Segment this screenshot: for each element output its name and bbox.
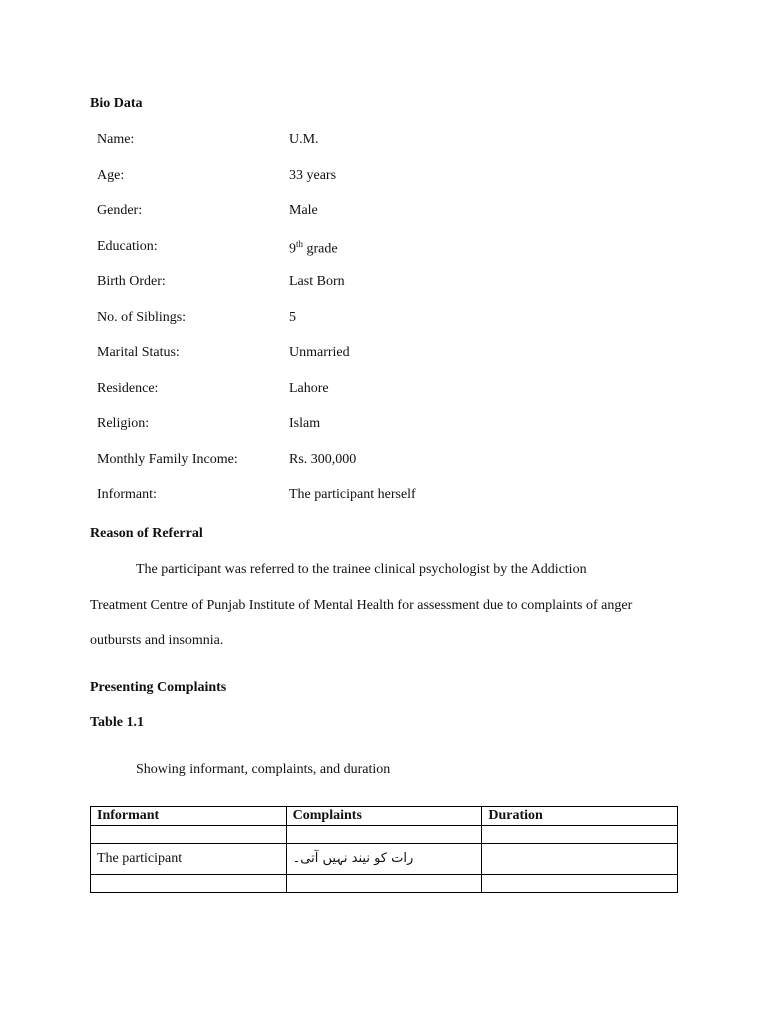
table-cell: The participant <box>91 844 287 875</box>
education-rest: grade <box>303 241 338 257</box>
bio-value <box>289 239 338 258</box>
bio-row-name <box>97 132 497 152</box>
complaints-heading: Presenting Complaints <box>90 680 227 695</box>
table-cell <box>91 875 287 893</box>
bio-data-heading: Bio Data <box>90 96 143 111</box>
table-cell <box>482 826 678 844</box>
bio-label: Monthly Family Income: <box>97 452 238 467</box>
bio-row-residence <box>97 381 497 401</box>
bio-row-education <box>97 239 497 259</box>
education-ordinal: th <box>296 239 304 249</box>
bio-value: Last Born <box>289 274 345 289</box>
complaints-table <box>90 806 678 893</box>
bio-value: Rs. 300,000 <box>289 452 357 467</box>
bio-label: Education: <box>97 239 158 254</box>
column-header-duration: Duration <box>482 807 678 826</box>
table-row <box>91 826 678 844</box>
referral-heading: Reason of Referral <box>90 526 203 541</box>
table-cell <box>286 826 482 844</box>
table-label: Table 1.1 <box>90 715 144 730</box>
bio-label: Gender: <box>97 203 143 218</box>
bio-value: Lahore <box>289 381 329 396</box>
bio-label: Name: <box>97 132 135 147</box>
table-cell <box>482 875 678 893</box>
bio-value: The participant herself <box>289 487 416 502</box>
bio-row-religion <box>97 416 497 436</box>
referral-line-2: Treatment Centre of Punjab Institute of Mental Health for assessment due to complaints of anger <box>90 598 633 613</box>
bio-label: Residence: <box>97 381 159 396</box>
table-caption: Showing informant, complaints, and duration <box>136 762 391 777</box>
table-header-row <box>91 807 678 826</box>
referral-line-1: The participant was referred to the trainee clinical psychologist by the Addiction <box>136 562 587 577</box>
bio-value: 33 years <box>289 168 337 183</box>
table-cell <box>286 875 482 893</box>
bio-row-marital-status <box>97 345 497 365</box>
bio-row-income <box>97 452 497 472</box>
bio-row-gender <box>97 203 497 223</box>
column-header-complaints: Complaints <box>286 807 482 826</box>
table-row <box>91 844 678 875</box>
bio-value: U.M. <box>289 132 319 147</box>
bio-value: Islam <box>289 416 321 431</box>
bio-value: Male <box>289 203 318 218</box>
education-number: 9 <box>289 241 296 257</box>
table-row <box>91 875 678 893</box>
referral-line-3: outbursts and insomnia. <box>90 633 224 648</box>
bio-label: Marital Status: <box>97 345 180 360</box>
table-cell <box>91 826 287 844</box>
urdu-complaint-text: رات کو نیند نہیں آتی۔ <box>292 851 414 866</box>
table-cell <box>286 844 482 875</box>
bio-value: 5 <box>289 310 296 325</box>
bio-label: Age: <box>97 168 125 183</box>
column-header-informant: Informant <box>91 807 287 826</box>
bio-row-informant <box>97 487 497 507</box>
bio-row-age <box>97 168 497 188</box>
bio-label: Informant: <box>97 487 157 502</box>
bio-row-siblings <box>97 310 497 330</box>
bio-row-birth-order <box>97 274 497 294</box>
bio-value: Unmarried <box>289 345 350 360</box>
bio-label: Religion: <box>97 416 150 431</box>
bio-label: No. of Siblings: <box>97 310 187 325</box>
table-cell <box>482 844 678 875</box>
bio-label: Birth Order: <box>97 274 166 289</box>
